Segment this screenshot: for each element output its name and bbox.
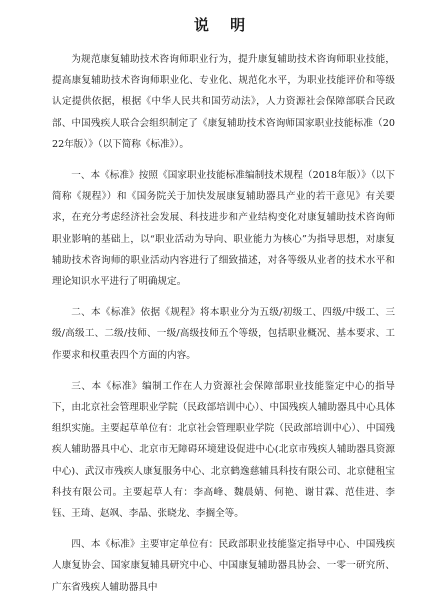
paragraph-section-3: 三、本《标准》编制工作在人力资源社会保障部职业技能鉴定中心的指导下，由北京社会管理职业学院（民政部培训中心）、中国残疾人辅助器具中心具体组织实施。主要起草单位有：北京社会管理职业学院（民政部培训中心）、中国残疾人辅助器具中心、北京市无障碍环境建设促进中心(北京市残疾人辅助器具资源中心)、武汉市残疾人康复服务中心、北京鹤逸慈辅具科技有限公司、北京健租宝科技有限公司。主要起草人有：李高峰、魏晨婧、何艳、谢甘霖、范佳进、李钰、王琦、赵飒、李晶、张晓龙、李搁全等。 — [52, 380, 395, 520]
paragraph-section-4: 四、本《标准》主要审定单位有：民政部职业技能鉴定指导中心、中国残疾人康复协会、国家康复辅具研究中心、中国康复辅助器具协会、一零一研究所、广东省残疾人辅助器具中 — [52, 539, 395, 593]
paragraph-section-2: 二、本《标准》依据《规程》将本职业分为五级/初级工、四级/中级工、三级/高级工、二级/技师、一级/高级技师五个等级，包括职业概况、基本要求、工作要求和权重表四个方面的内容。 — [52, 307, 395, 361]
paragraph-section-1: 一、本《标准》按照《国家职业技能标准编制技术规程（2018年版）》（以下简称《规程》）和《国务院关于加快发展康复辅助器具产业的若干意见》有关要求，在充分考虑经济社会发展、科技进步和产业结构变化对康复辅助技术咨询师职业影响的基础上，以“职业活动为导向、职业能力为核心”为指导思想，对康复辅助技术咨询师的职业活动内容进行了细致描述，对各等级从业者的技术水平和理论知识水平进行了明确规定。 — [52, 170, 395, 288]
page-title: 说 明 — [193, 16, 254, 34]
paragraph-intro: 为规范康复辅助技术咨询师职业行为，提升康复辅助技术咨询师职业技能，提高康复辅助技术咨询师职业化、专业化、规范化水平，为职业技能评价和等级认定提供依据，根据《中华人民共和国劳动法》，人力资源社会保障部联合民政部、中国残疾人联合会组织制定了《康复辅助技术咨询师国家职业技能标准（2022年版）》（以下简称《标准》）。 — [52, 54, 395, 150]
